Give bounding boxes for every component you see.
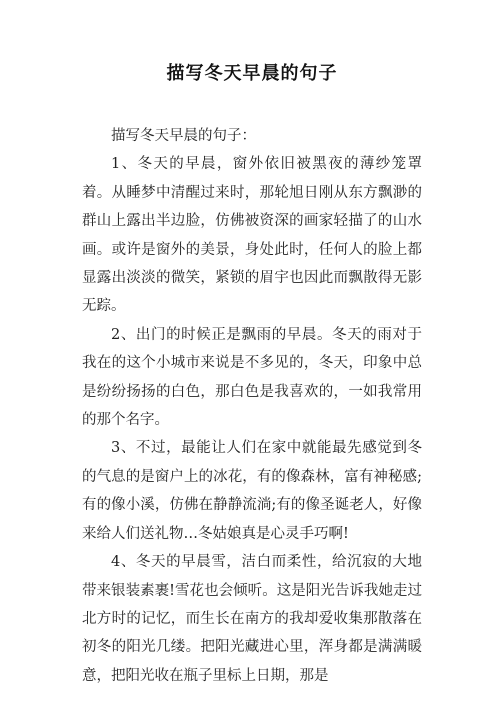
paragraph-3: 3、不过，最能让人们在家中就能最先感觉到冬的气息的是窗户上的冰花，有的像森林，富有神秘感;有的像小溪，仿佛在静静流淌;有的像圣诞老人，好像来给人们送礼物…冬姑娘真是心灵手巧啊! — [82, 440, 422, 542]
document-body — [82, 122, 422, 690]
document-title: 描写冬天早晨的句子 — [166, 63, 338, 84]
paragraph-intro: 描写冬天早晨的句子： — [111, 128, 256, 144]
paragraph-2: 2、出门的时候正是飘雨的早晨。冬天的雨对于我在的这个小城市来说是不多见的，冬天，印象中总是纷纷扬扬的白色，那白色是我喜欢的，一如我常用的那个名字。 — [82, 326, 422, 429]
paragraph-1: 1、冬天的早晨，窗外依旧被黑夜的薄纱笼罩着。从睡梦中清醒过来时，那轮旭日刚从东方飘渺的群山上露出半边脸，仿佛被资深的画家轻描了的山水画。或许是窗外的美景，身处此时，任何人的脸上都显露出淡淡的微笑，紧锁的眉宇也因此而飘散得无影无踪。 — [82, 156, 422, 315]
paragraph-4: 4、冬天的早晨雪，洁白而柔性，给沉寂的大地带来银装素裹!雪花也会倾听。这是阳光告诉我她走过北方时的记忆，而生长在南方的我却爱收集那散落在初冬的阳光几缕。把阳光藏进心里，浑身都是满满暖意，把阳光收在瓶子里标上日期，那是 — [82, 554, 422, 684]
